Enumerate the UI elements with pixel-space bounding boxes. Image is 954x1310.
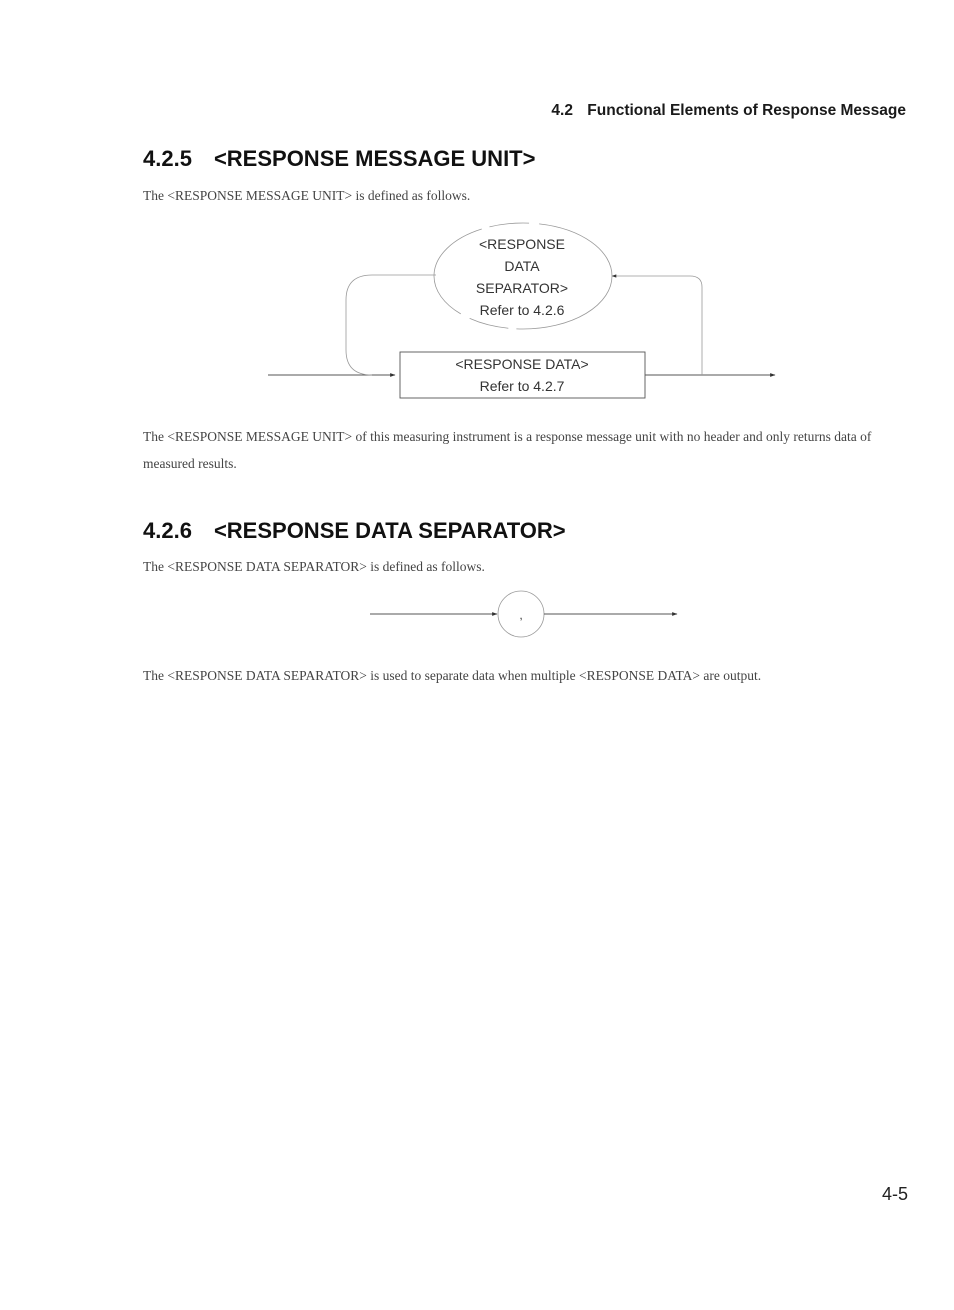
comma-symbol: , bbox=[519, 608, 523, 622]
section-426-intro: The <RESPONSE DATA SEPARATOR> is defined as follows. bbox=[143, 559, 485, 574]
page-number: 4-5 bbox=[881, 1184, 908, 1204]
header-section-title: Functional Elements of Response Message bbox=[587, 102, 906, 119]
response-data-label: <RESPONSE DATA> bbox=[455, 356, 589, 372]
section-426-heading: <RESPONSE DATA SEPARATOR> bbox=[213, 518, 566, 543]
header-section-number: 4.2 bbox=[551, 102, 573, 119]
section-425-number: 4.2.5 bbox=[143, 146, 192, 171]
section-426-number: 4.2.6 bbox=[143, 518, 192, 543]
section-426-description: The <RESPONSE DATA SEPARATOR> is used to separate data when multiple <RESPONSE DATA> are output. bbox=[143, 668, 762, 683]
section-425-intro: The <RESPONSE MESSAGE UNIT> is defined as follows. bbox=[143, 188, 471, 203]
section-425-heading: <RESPONSE MESSAGE UNIT> bbox=[213, 146, 536, 171]
separator-line-2: DATA bbox=[504, 258, 540, 274]
separator-line-1: <RESPONSE bbox=[479, 236, 565, 252]
separator-line-3: SEPARATOR> bbox=[475, 280, 569, 296]
response-data-ref: Refer to 4.2.7 bbox=[479, 378, 565, 394]
separator-line-4: Refer to 4.2.6 bbox=[479, 302, 565, 318]
section-425-description: The <RESPONSE MESSAGE UNIT> of this measuring instrument is a response message unit with no header and only returns data of measured results. bbox=[143, 429, 872, 471]
